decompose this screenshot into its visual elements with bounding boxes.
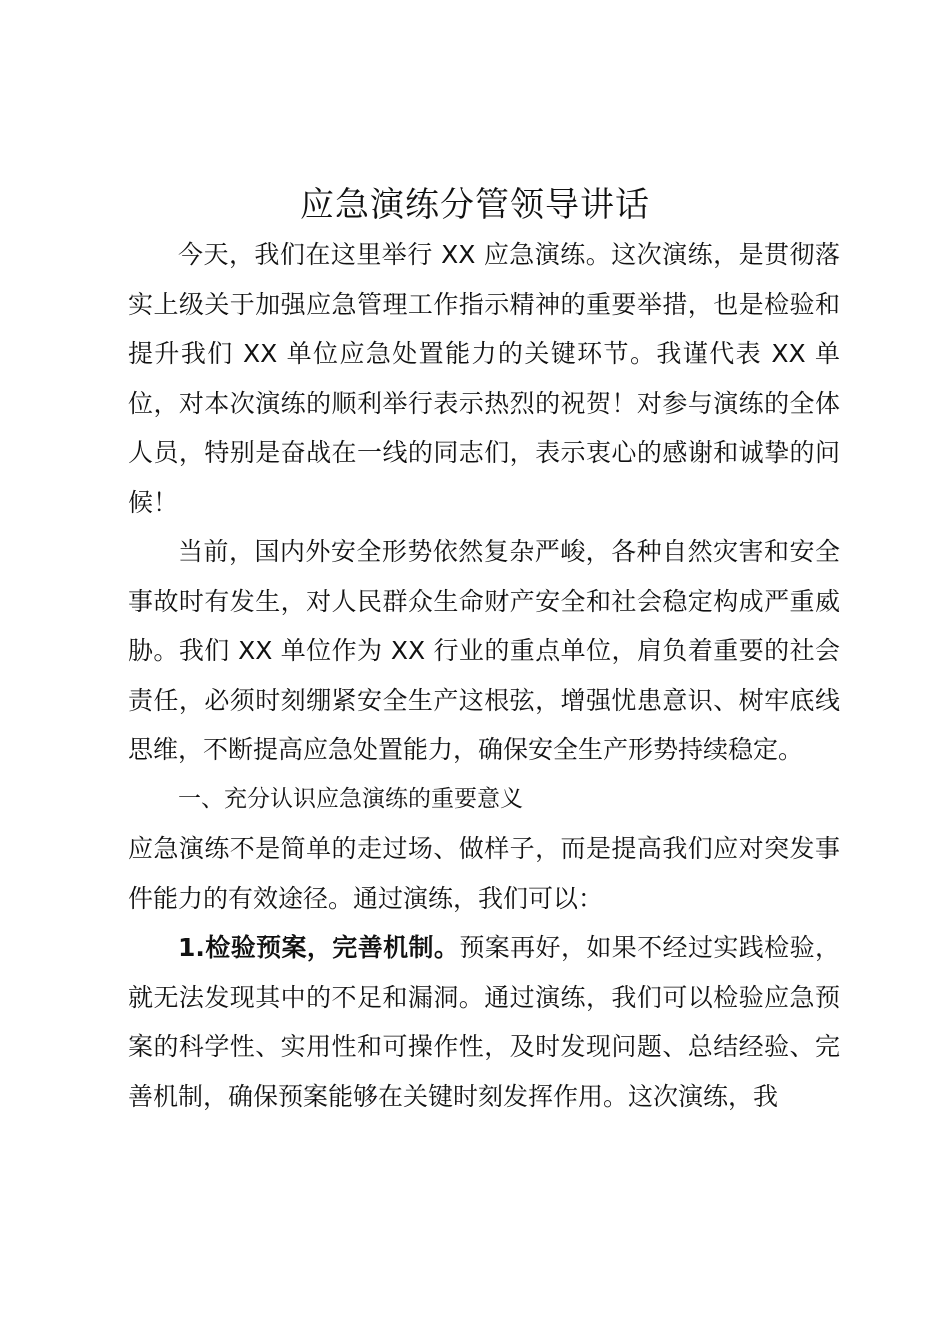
paragraph-significance: 应急演练不是简单的走过场、做样子，而是提高我们应对突发事件能力的有效途径。通过演练，我们可以： — [128, 834, 840, 913]
paragraph-situation: 当前，国内外安全形势依然复杂严峻，各种自然灾害和安全事故时有发生，对人民群众生命财产安全和社会稳定构成严重威胁。我们 XX 单位作为 XX 行业的重点单位，肩负着重要的社会责任，必须时刻绷紧安全生产这根弦，增强忧患意识、树牢底线思维，不断提高应急处置能力，确保安全生产形势持续稳定。 — [128, 537, 840, 764]
paragraph-opening: 今天，我们在这里举行 XX 应急演练。这次演练，是贯彻落实上级关于加强应急管理工作指示精神的重要举措，也是检验和提升我们 XX 单位应急处置能力的关键环节。我谨代表 XX 单位，对本次演练的顺利举行表示热烈的祝贺！对参与演练的全体人员，特别是奋战在一线的同志们，表示衷心的感谢和诚挚的问候！ — [128, 240, 840, 517]
section-heading-1: 一、充分认识应急演练的重要意义 — [178, 785, 523, 812]
point-1-lead: 1.检验预案，完善机制。 — [178, 933, 460, 962]
point-1-body: 预案再好，如果不经过实践检验，就无法发现其中的不足和漏洞。通过演练，我们可以检验应急预案的科学性、实用性和可操作性，及时发现问题、总结经验、完善机制，确保预案能够在关键时刻发挥作用。这次演练，我 — [128, 933, 840, 1111]
paragraph-point-1 — [128, 923, 840, 1121]
document-title: 应急演练分管领导讲话 — [300, 185, 650, 225]
document-body — [128, 230, 840, 1121]
